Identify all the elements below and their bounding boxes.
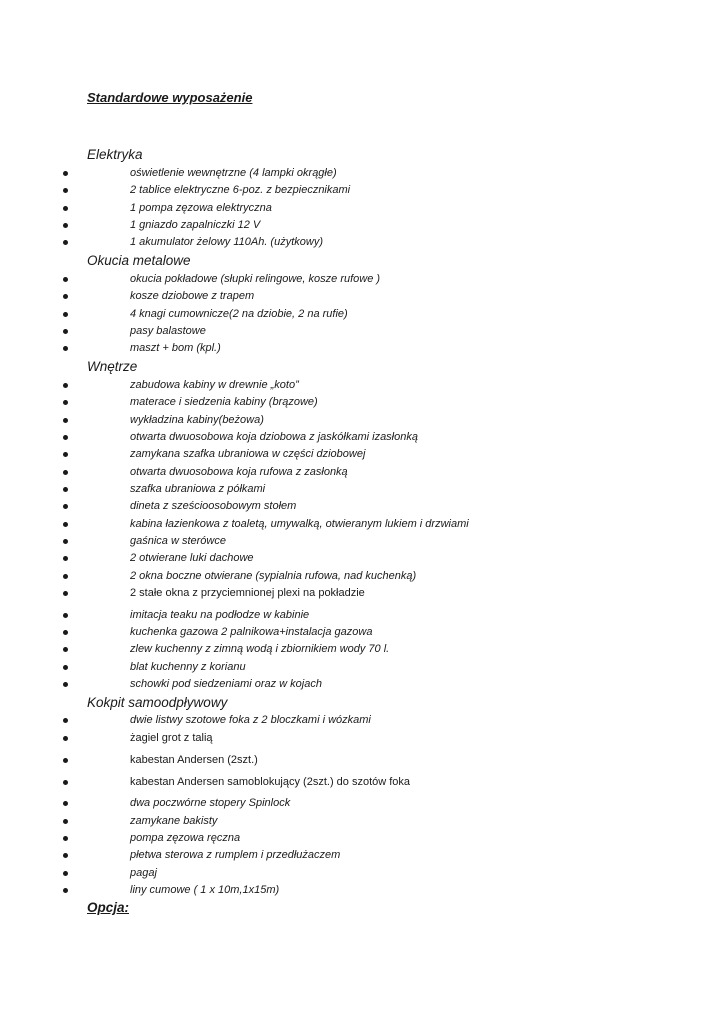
list-item: maszt + bom (kpl.) — [130, 342, 221, 354]
bullet — [63, 277, 68, 282]
bullet — [63, 758, 68, 763]
bullet — [63, 682, 68, 687]
section-heading-kokpit-samoodplywowy: Kokpit samoodpływowy — [87, 695, 228, 710]
bullet — [63, 780, 68, 785]
bullet — [63, 718, 68, 723]
list-item: pasy balastowe — [130, 325, 206, 337]
list-item: szafka ubraniowa z półkami — [130, 483, 266, 495]
page-title: Standardowe wyposażenie — [87, 90, 253, 105]
section-heading-wnetrze: Wnętrze — [87, 359, 138, 374]
list-item: kabestan Andersen samoblokujący (2szt.) do szotów foka — [130, 776, 411, 788]
list-item: materace i siedzenia kabiny (brązowe) — [130, 396, 318, 408]
list-item: okucia pokładowe (słupki relingowe, kosze rufowe ) — [130, 273, 381, 285]
list-item: kuchenka gazowa 2 palnikowa+instalacja gazowa — [130, 626, 373, 638]
list-item: zamykana szafka ubraniowa w części dziobowej — [130, 448, 366, 460]
list-item: 1 pompa zęzowa elektryczna — [130, 202, 272, 214]
list-item: 1 akumulator żelowy 110Ah. (użytkowy) — [130, 236, 323, 248]
bullet — [63, 853, 68, 858]
list-item: 2 stałe okna z przyciemnionej plexi na pokładzie — [130, 587, 365, 599]
bullet — [63, 665, 68, 670]
list-item: dwa poczwórne stopery Spinlock — [130, 797, 291, 809]
list-item: 4 knagi cumownicze(2 na dziobie, 2 na rufie) — [130, 308, 348, 320]
bullet — [63, 819, 68, 824]
list-item: kosze dziobowe z trapem — [130, 290, 255, 302]
option-heading: Opcja: — [87, 900, 130, 915]
bullet — [63, 736, 68, 741]
list-item: kabina łazienkowa z toaletą, umywalką, otwieranym lukiem i drzwiami — [130, 518, 469, 530]
bullet — [63, 801, 68, 806]
bullet — [63, 470, 68, 475]
bullet — [63, 383, 68, 388]
bullet — [63, 556, 68, 561]
list-item: schowki pod siedzeniami oraz w kojach — [130, 678, 322, 690]
bullet — [63, 418, 68, 423]
bullet — [63, 613, 68, 618]
bullet — [63, 240, 68, 245]
bullet — [63, 171, 68, 176]
bullet — [63, 452, 68, 457]
list-item: płetwa sterowa z rumplem i przedłużaczem — [130, 849, 341, 861]
list-item: oświetlenie wewnętrzne (4 lampki okrągłe) — [130, 167, 337, 179]
list-item: 2 otwierane luki dachowe — [130, 552, 254, 564]
list-item: dwie listwy szotowe foka z 2 bloczkami i wózkami — [130, 714, 371, 726]
list-item: imitacja teaku na podłodze w kabinie — [130, 609, 310, 621]
list-item: blat kuchenny z korianu — [130, 661, 246, 673]
bullet — [63, 206, 68, 211]
list-item: otwarta dwuosobowa koja dziobowa z jaskółkami izasłonką — [130, 431, 418, 443]
bullet — [63, 871, 68, 876]
list-item: 2 tablice elektryczne 6-poz. z bezpiecznikami — [130, 184, 351, 196]
bullet — [63, 888, 68, 893]
list-item: 1 gniazdo zapalniczki 12 V — [130, 219, 261, 231]
bullet — [63, 647, 68, 652]
list-item: żagiel grot z talią — [130, 732, 213, 744]
bullet — [63, 329, 68, 334]
list-item: liny cumowe ( 1 x 10m,1x15m) — [130, 884, 280, 896]
list-item: gaśnica w sterówce — [130, 535, 226, 547]
bullet — [63, 435, 68, 440]
list-item: zlew kuchenny z zimną wodą i zbiornikiem wody 70 l. — [130, 643, 390, 655]
list-item: pagaj — [130, 867, 157, 879]
list-item: pompa zęzowa ręczna — [130, 832, 241, 844]
bullet — [63, 522, 68, 527]
bullet — [63, 539, 68, 544]
list-item: otwarta dwuosobowa koja rufowa z zasłonką — [130, 466, 348, 478]
section-heading-okucia-metalowe: Okucia metalowe — [87, 253, 191, 268]
bullet — [63, 188, 68, 193]
bullet — [63, 346, 68, 351]
list-item: kabestan Andersen (2szt.) — [130, 754, 258, 766]
bullet — [63, 223, 68, 228]
bullet — [63, 487, 68, 492]
bullet — [63, 312, 68, 317]
list-item: zamykane bakisty — [130, 815, 218, 827]
bullet — [63, 574, 68, 579]
list-item: 2 okna boczne otwierane (sypialnia rufowa, nad kuchenką) — [130, 570, 417, 582]
section-heading-elektryka: Elektryka — [87, 147, 143, 162]
list-item: dineta z sześcioosobowym stołem — [130, 500, 297, 512]
bullet — [63, 504, 68, 509]
bullet — [63, 630, 68, 635]
bullet — [63, 400, 68, 405]
bullet — [63, 836, 68, 841]
bullet — [63, 294, 68, 299]
bullet — [63, 591, 68, 596]
list-item: zabudowa kabiny w drewnie „koto” — [130, 379, 299, 391]
list-item: wykładzina kabiny(beżowa) — [130, 414, 264, 426]
